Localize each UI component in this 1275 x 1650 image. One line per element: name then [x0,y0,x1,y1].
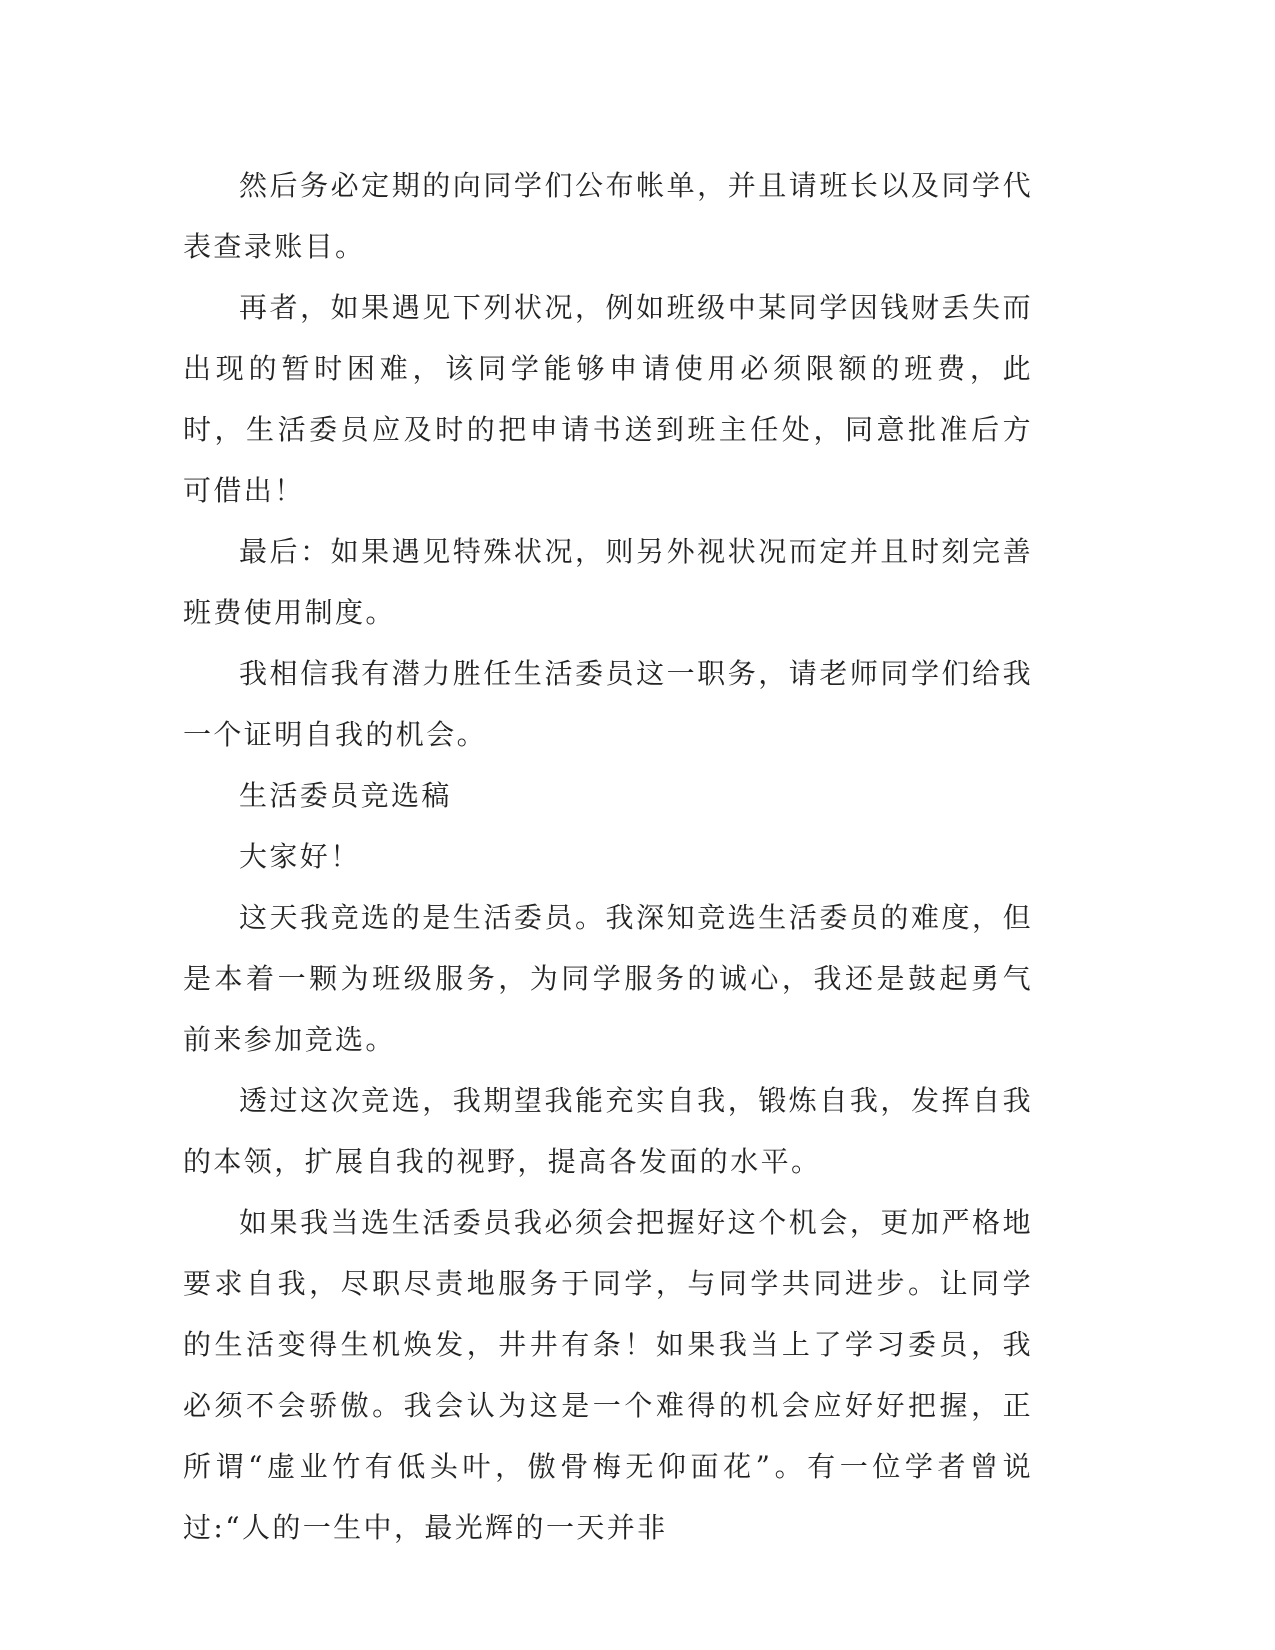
section-title: 生活委员竞选稿 [239,779,452,812]
paragraph-publish-accounts: 然后务必定期的向同学们公布帐单，并且请班长以及同学代表查录账目。 [183,169,1033,263]
paragraph-special-cases: 最后：如果遇见特殊状况，则另外视状况而定并且时刻完善班费使用制度。 [183,535,1033,629]
document-body [183,155,1033,1558]
paragraph-goals: 透过这次竞选，我期望我能充实自我，锻炼自我，发挥自我的本领，扩展自我的视野，提高各发面的水平。 [183,1084,1033,1178]
paragraph-intro: 这天我竞选的是生活委员。我深知竞选生活委员的难度，但是本着一颗为班级服务，为同学服务的诚心，我还是鼓起勇气前来参加竞选。 [183,901,1033,1056]
greeting: 大家好！ [239,840,361,873]
paragraph-confidence: 我相信我有潜力胜任生活委员这一职务，请老师同学们给我一个证明自我的机会。 [183,657,1033,751]
paragraph-emergency-funds: 再者，如果遇见下列状况，例如班级中某同学因钱财丢失而出现的暂时困难，该同学能够申请使用必须限额的班费，此时，生活委员应及时的把申请书送到班主任处，同意批准后方可借出！ [183,291,1033,507]
paragraph-commitment: 如果我当选生活委员我必须会把握好这个机会，更加严格地要求自我，尽职尽责地服务于同学，与同学共同进步。让同学的生活变得生机焕发，井井有条！如果我当上了学习委员，我必须不会骄傲。我会认为这是一个难得的机会应好好把握，正所谓“虚业竹有低头叶，傲骨梅无仰面花”。有一位学者曾说过:“人的一生中，最光辉的一天并非 [183,1206,1033,1544]
